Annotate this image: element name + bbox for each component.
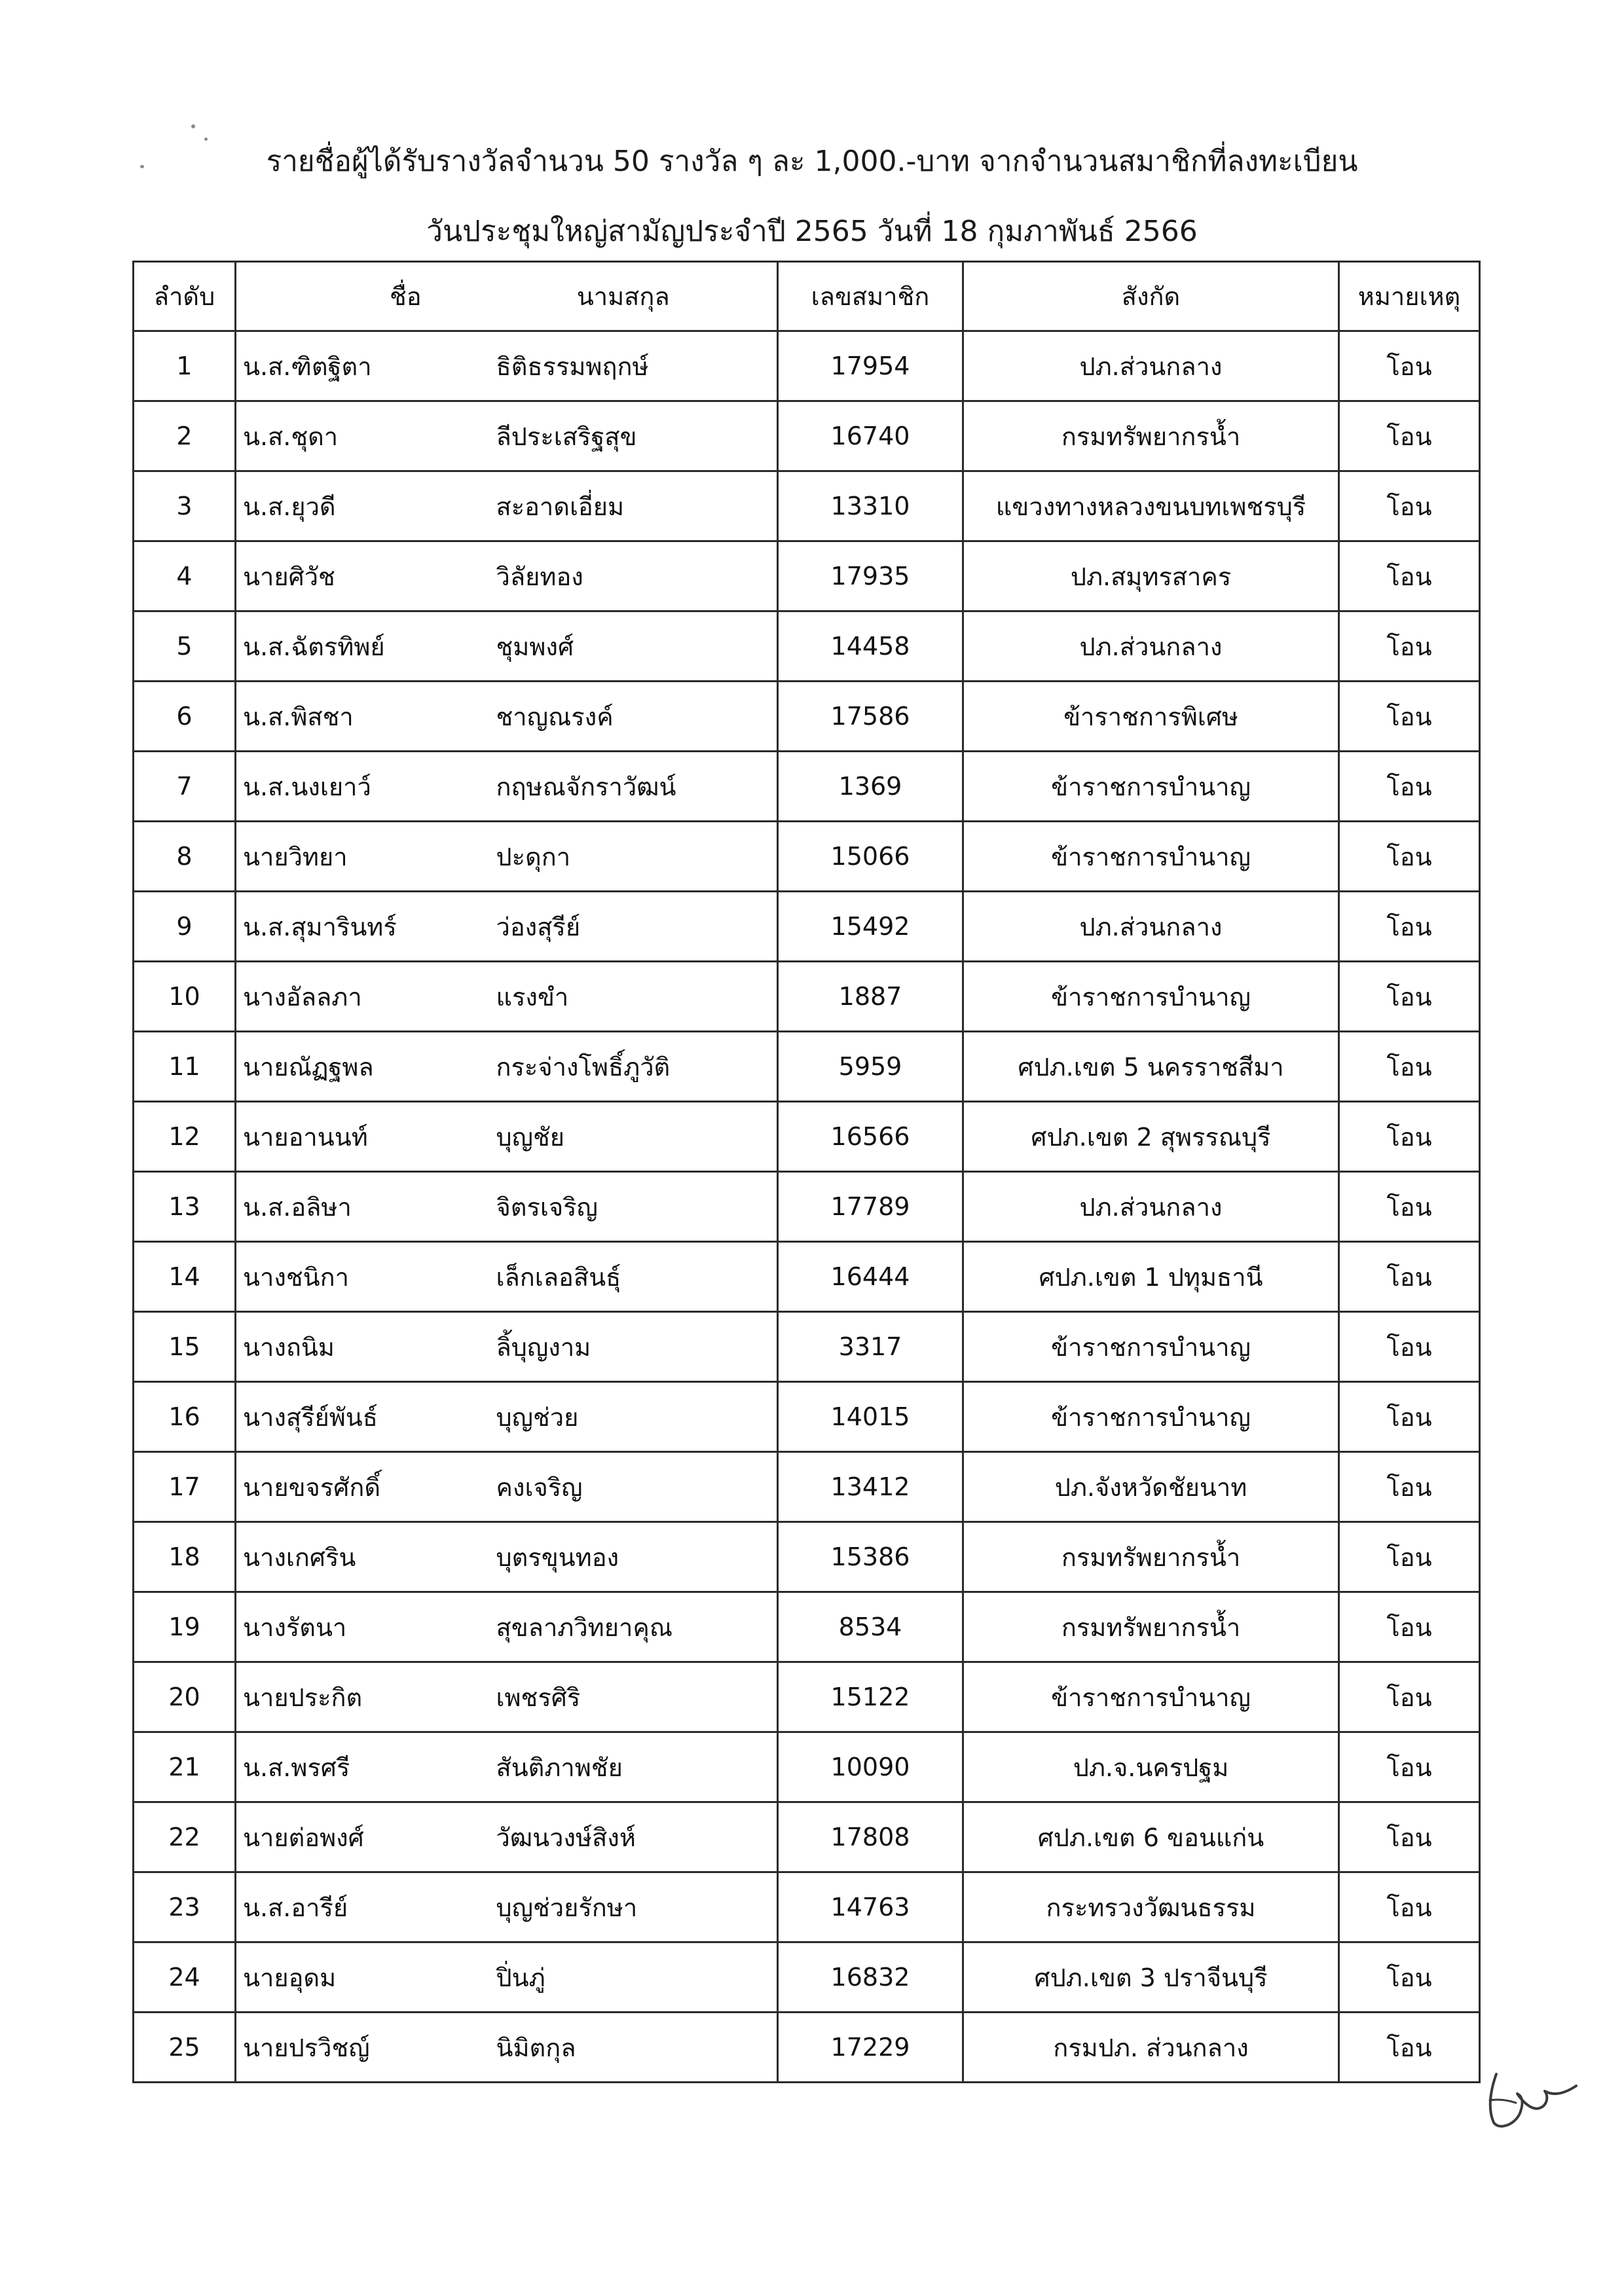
cell-seq: 9 <box>134 892 236 962</box>
table-row <box>134 1942 1480 2013</box>
cell-last-name: บุตรขุนทอง <box>496 1522 778 1592</box>
cell-member-no: 14458 <box>778 611 963 682</box>
cell-member-no: 13412 <box>778 1452 963 1522</box>
cell-seq: 6 <box>134 682 236 752</box>
table-row <box>134 2013 1480 2083</box>
cell-remark: โอน <box>1339 1382 1480 1452</box>
cell-seq: 19 <box>134 1592 236 1662</box>
table-row <box>134 401 1480 471</box>
cell-seq: 4 <box>134 541 236 611</box>
cell-affiliation: แขวงทางหลวงขนบทเพชรบุรี <box>963 471 1339 541</box>
cell-seq: 22 <box>134 1802 236 1872</box>
cell-seq: 3 <box>134 471 236 541</box>
cell-last-name: บุญชัย <box>496 1102 778 1172</box>
column-header-affiliation: สังกัด <box>963 262 1339 331</box>
cell-first-name: น.ส.ยุวดี <box>236 471 496 541</box>
cell-seq: 24 <box>134 1942 236 2013</box>
cell-first-name: นางสุรีย์พันธ์ <box>236 1382 496 1452</box>
cell-remark: โอน <box>1339 541 1480 611</box>
cell-last-name: บุญช่วย <box>496 1382 778 1452</box>
column-header-last-name: นามสกุล <box>496 262 778 331</box>
cell-member-no: 15492 <box>778 892 963 962</box>
cell-remark: โอน <box>1339 1592 1480 1662</box>
cell-remark: โอน <box>1339 892 1480 962</box>
table-row <box>134 1872 1480 1942</box>
cell-remark: โอน <box>1339 822 1480 892</box>
table-row <box>134 1592 1480 1662</box>
table-row <box>134 1032 1480 1102</box>
cell-affiliation: ข้าราชการพิเศษ <box>963 682 1339 752</box>
cell-first-name: นางอัลลภา <box>236 962 496 1032</box>
cell-first-name: นายวิทยา <box>236 822 496 892</box>
table-row <box>134 1242 1480 1312</box>
cell-remark: โอน <box>1339 1312 1480 1382</box>
cell-remark: โอน <box>1339 682 1480 752</box>
award-recipients-table <box>132 261 1481 2083</box>
cell-affiliation: กรมทรัพยากรน้ำ <box>963 1522 1339 1592</box>
cell-seq: 10 <box>134 962 236 1032</box>
cell-last-name: ลีประเสริฐสุข <box>496 401 778 471</box>
cell-affiliation: กรมทรัพยากรน้ำ <box>963 401 1339 471</box>
cell-affiliation: ข้าราชการบำนาญ <box>963 1312 1339 1382</box>
cell-last-name: กระจ่างโพธิ์ภูวัติ <box>496 1032 778 1102</box>
cell-seq: 1 <box>134 331 236 401</box>
cell-first-name: น.ส.นงเยาว์ <box>236 752 496 822</box>
table-row <box>134 682 1480 752</box>
cell-seq: 15 <box>134 1312 236 1382</box>
cell-first-name: นายอุดม <box>236 1942 496 2013</box>
cell-remark: โอน <box>1339 2013 1480 2083</box>
cell-member-no: 17954 <box>778 331 963 401</box>
cell-last-name: ลิ้บุญงาม <box>496 1312 778 1382</box>
cell-affiliation: ศปภ.เขต 1 ปทุมธานี <box>963 1242 1339 1312</box>
cell-last-name: ชุมพงศ์ <box>496 611 778 682</box>
cell-first-name: นายศิวัช <box>236 541 496 611</box>
cell-member-no: 16740 <box>778 401 963 471</box>
table-row <box>134 331 1480 401</box>
cell-remark: โอน <box>1339 1522 1480 1592</box>
cell-last-name: ธิติธรรมพฤกษ์ <box>496 331 778 401</box>
cell-member-no: 1369 <box>778 752 963 822</box>
cell-affiliation: กรมทรัพยากรน้ำ <box>963 1592 1339 1662</box>
cell-last-name: ชาญณรงค์ <box>496 682 778 752</box>
cell-affiliation: ปภ.ส่วนกลาง <box>963 1172 1339 1242</box>
cell-first-name: นายอานนท์ <box>236 1102 496 1172</box>
table-row <box>134 541 1480 611</box>
cell-member-no: 14763 <box>778 1872 963 1942</box>
cell-member-no: 8534 <box>778 1592 963 1662</box>
cell-remark: โอน <box>1339 962 1480 1032</box>
cell-member-no: 14015 <box>778 1382 963 1452</box>
table-row <box>134 822 1480 892</box>
cell-seq: 7 <box>134 752 236 822</box>
cell-affiliation: ปภ.จ.นครปฐม <box>963 1732 1339 1802</box>
cell-seq: 14 <box>134 1242 236 1312</box>
cell-remark: โอน <box>1339 1032 1480 1102</box>
cell-remark: โอน <box>1339 471 1480 541</box>
cell-member-no: 15386 <box>778 1522 963 1592</box>
cell-seq: 17 <box>134 1452 236 1522</box>
table-row <box>134 1802 1480 1872</box>
cell-seq: 13 <box>134 1172 236 1242</box>
cell-member-no: 15122 <box>778 1662 963 1732</box>
cell-remark: โอน <box>1339 1172 1480 1242</box>
cell-first-name: นายประกิต <box>236 1662 496 1732</box>
cell-remark: โอน <box>1339 1802 1480 1872</box>
table-row <box>134 1522 1480 1592</box>
handwritten-initials <box>1477 2062 1588 2134</box>
cell-member-no: 17935 <box>778 541 963 611</box>
table-row <box>134 1662 1480 1732</box>
cell-seq: 12 <box>134 1102 236 1172</box>
scan-speck <box>191 124 195 128</box>
cell-first-name: น.ส.ชุดา <box>236 401 496 471</box>
cell-last-name: สันติภาพชัย <box>496 1732 778 1802</box>
cell-member-no: 17808 <box>778 1802 963 1872</box>
cell-last-name: ปิ่นภู่ <box>496 1942 778 2013</box>
cell-affiliation: ข้าราชการบำนาญ <box>963 752 1339 822</box>
document-heading-line-2: วันประชุมใหญ่สามัญประจำปี 2565 วันที่ 18 กุมภาพันธ์ 2566 <box>426 215 1198 248</box>
cell-last-name: สะอาดเอี่ยม <box>496 471 778 541</box>
table-row <box>134 1452 1480 1522</box>
cell-seq: 18 <box>134 1522 236 1592</box>
cell-seq: 23 <box>134 1872 236 1942</box>
cell-first-name: นายณัฏฐพล <box>236 1032 496 1102</box>
cell-member-no: 17586 <box>778 682 963 752</box>
cell-last-name: เพชรศิริ <box>496 1662 778 1732</box>
cell-last-name: นิมิตกุล <box>496 2013 778 2083</box>
table-row <box>134 1382 1480 1452</box>
cell-last-name: เล็กเลอสินธุ์ <box>496 1242 778 1312</box>
cell-affiliation: ปภ.ส่วนกลาง <box>963 611 1339 682</box>
column-header-member-no: เลขสมาชิก <box>778 262 963 331</box>
cell-last-name: ว่องสุรีย์ <box>496 892 778 962</box>
cell-first-name: นางรัตนา <box>236 1592 496 1662</box>
cell-last-name: วิลัยทอง <box>496 541 778 611</box>
cell-remark: โอน <box>1339 331 1480 401</box>
cell-seq: 16 <box>134 1382 236 1452</box>
column-header-seq: ลำดับ <box>134 262 236 331</box>
cell-last-name: คงเจริญ <box>496 1452 778 1522</box>
cell-affiliation: กระทรวงวัฒนธรรม <box>963 1872 1339 1942</box>
cell-affiliation: ปภ.สมุทรสาคร <box>963 541 1339 611</box>
table-row <box>134 962 1480 1032</box>
cell-last-name: กฤษณจักราวัฒน์ <box>496 752 778 822</box>
cell-affiliation: ปภ.ส่วนกลาง <box>963 892 1339 962</box>
cell-remark: โอน <box>1339 1872 1480 1942</box>
cell-first-name: นางเกศริน <box>236 1522 496 1592</box>
cell-affiliation: กรมปภ. ส่วนกลาง <box>963 2013 1339 2083</box>
cell-first-name: น.ส.สุมารินทร์ <box>236 892 496 962</box>
table-header-row <box>134 262 1480 331</box>
cell-seq: 11 <box>134 1032 236 1102</box>
table-row <box>134 1102 1480 1172</box>
cell-first-name: น.ส.ฉัตรทิพย์ <box>236 611 496 682</box>
table-row <box>134 611 1480 682</box>
cell-remark: โอน <box>1339 1732 1480 1802</box>
cell-remark: โอน <box>1339 752 1480 822</box>
cell-first-name: นายต่อพงศ์ <box>236 1802 496 1872</box>
cell-last-name: จิตรเจริญ <box>496 1172 778 1242</box>
cell-member-no: 15066 <box>778 822 963 892</box>
cell-member-no: 10090 <box>778 1732 963 1802</box>
cell-affiliation: ข้าราชการบำนาญ <box>963 1382 1339 1452</box>
cell-affiliation: ปภ.ส่วนกลาง <box>963 331 1339 401</box>
cell-last-name: วัฒนวงษ์สิงห์ <box>496 1802 778 1872</box>
cell-first-name: นายปรวิชญ์ <box>236 2013 496 2083</box>
cell-member-no: 3317 <box>778 1312 963 1382</box>
cell-remark: โอน <box>1339 1242 1480 1312</box>
cell-remark: โอน <box>1339 1662 1480 1732</box>
cell-affiliation: ศปภ.เขต 6 ขอนแก่น <box>963 1802 1339 1872</box>
table-row <box>134 1732 1480 1802</box>
cell-last-name: บุญช่วยรักษา <box>496 1872 778 1942</box>
cell-member-no: 16832 <box>778 1942 963 2013</box>
table-row <box>134 752 1480 822</box>
cell-affiliation: ข้าราชการบำนาญ <box>963 822 1339 892</box>
cell-member-no: 16444 <box>778 1242 963 1312</box>
cell-first-name: น.ส.พิสชา <box>236 682 496 752</box>
cell-member-no: 1887 <box>778 962 963 1032</box>
cell-remark: โอน <box>1339 611 1480 682</box>
cell-member-no: 17789 <box>778 1172 963 1242</box>
cell-first-name: น.ส.อลิษา <box>236 1172 496 1242</box>
cell-member-no: 5959 <box>778 1032 963 1102</box>
table-row <box>134 892 1480 962</box>
column-header-first-name: ชื่อ <box>236 262 496 331</box>
cell-member-no: 17229 <box>778 2013 963 2083</box>
cell-affiliation: ศปภ.เขต 5 นครราชสีมา <box>963 1032 1339 1102</box>
cell-first-name: น.ส.ฑิตฐิตา <box>236 331 496 401</box>
cell-seq: 5 <box>134 611 236 682</box>
cell-first-name: นายขจรศักดิ์ <box>236 1452 496 1522</box>
cell-affiliation: ข้าราชการบำนาญ <box>963 962 1339 1032</box>
cell-seq: 2 <box>134 401 236 471</box>
cell-first-name: น.ส.อารีย์ <box>236 1872 496 1942</box>
column-header-remark: หมายเหตุ <box>1339 262 1480 331</box>
cell-remark: โอน <box>1339 1452 1480 1522</box>
document-heading-line-1: รายชื่อผู้ได้รับรางวัลจำนวน 50 รางวัล ๆ ละ 1,000.-บาท จากจำนวนสมาชิกที่ลงทะเบียน <box>266 145 1358 178</box>
cell-affiliation: ศปภ.เขต 2 สุพรรณบุรี <box>963 1102 1339 1172</box>
cell-remark: โอน <box>1339 1942 1480 2013</box>
cell-remark: โอน <box>1339 1102 1480 1172</box>
table-body <box>134 331 1480 2083</box>
cell-last-name: สุขลาภวิทยาคุณ <box>496 1592 778 1662</box>
cell-last-name: แรงขำ <box>496 962 778 1032</box>
cell-affiliation: ปภ.จังหวัดชัยนาท <box>963 1452 1339 1522</box>
cell-member-no: 16566 <box>778 1102 963 1172</box>
cell-seq: 21 <box>134 1732 236 1802</box>
cell-first-name: นางถนิม <box>236 1312 496 1382</box>
cell-first-name: นางชนิกา <box>236 1242 496 1312</box>
table-row <box>134 1312 1480 1382</box>
cell-affiliation: ศปภ.เขต 3 ปราจีนบุรี <box>963 1942 1339 2013</box>
table-row <box>134 471 1480 541</box>
cell-first-name: น.ส.พรศรี <box>236 1732 496 1802</box>
cell-seq: 25 <box>134 2013 236 2083</box>
cell-seq: 20 <box>134 1662 236 1732</box>
cell-last-name: ปะดุกา <box>496 822 778 892</box>
cell-remark: โอน <box>1339 401 1480 471</box>
cell-seq: 8 <box>134 822 236 892</box>
table-row <box>134 1172 1480 1242</box>
cell-affiliation: ข้าราชการบำนาญ <box>963 1662 1339 1732</box>
cell-member-no: 13310 <box>778 471 963 541</box>
